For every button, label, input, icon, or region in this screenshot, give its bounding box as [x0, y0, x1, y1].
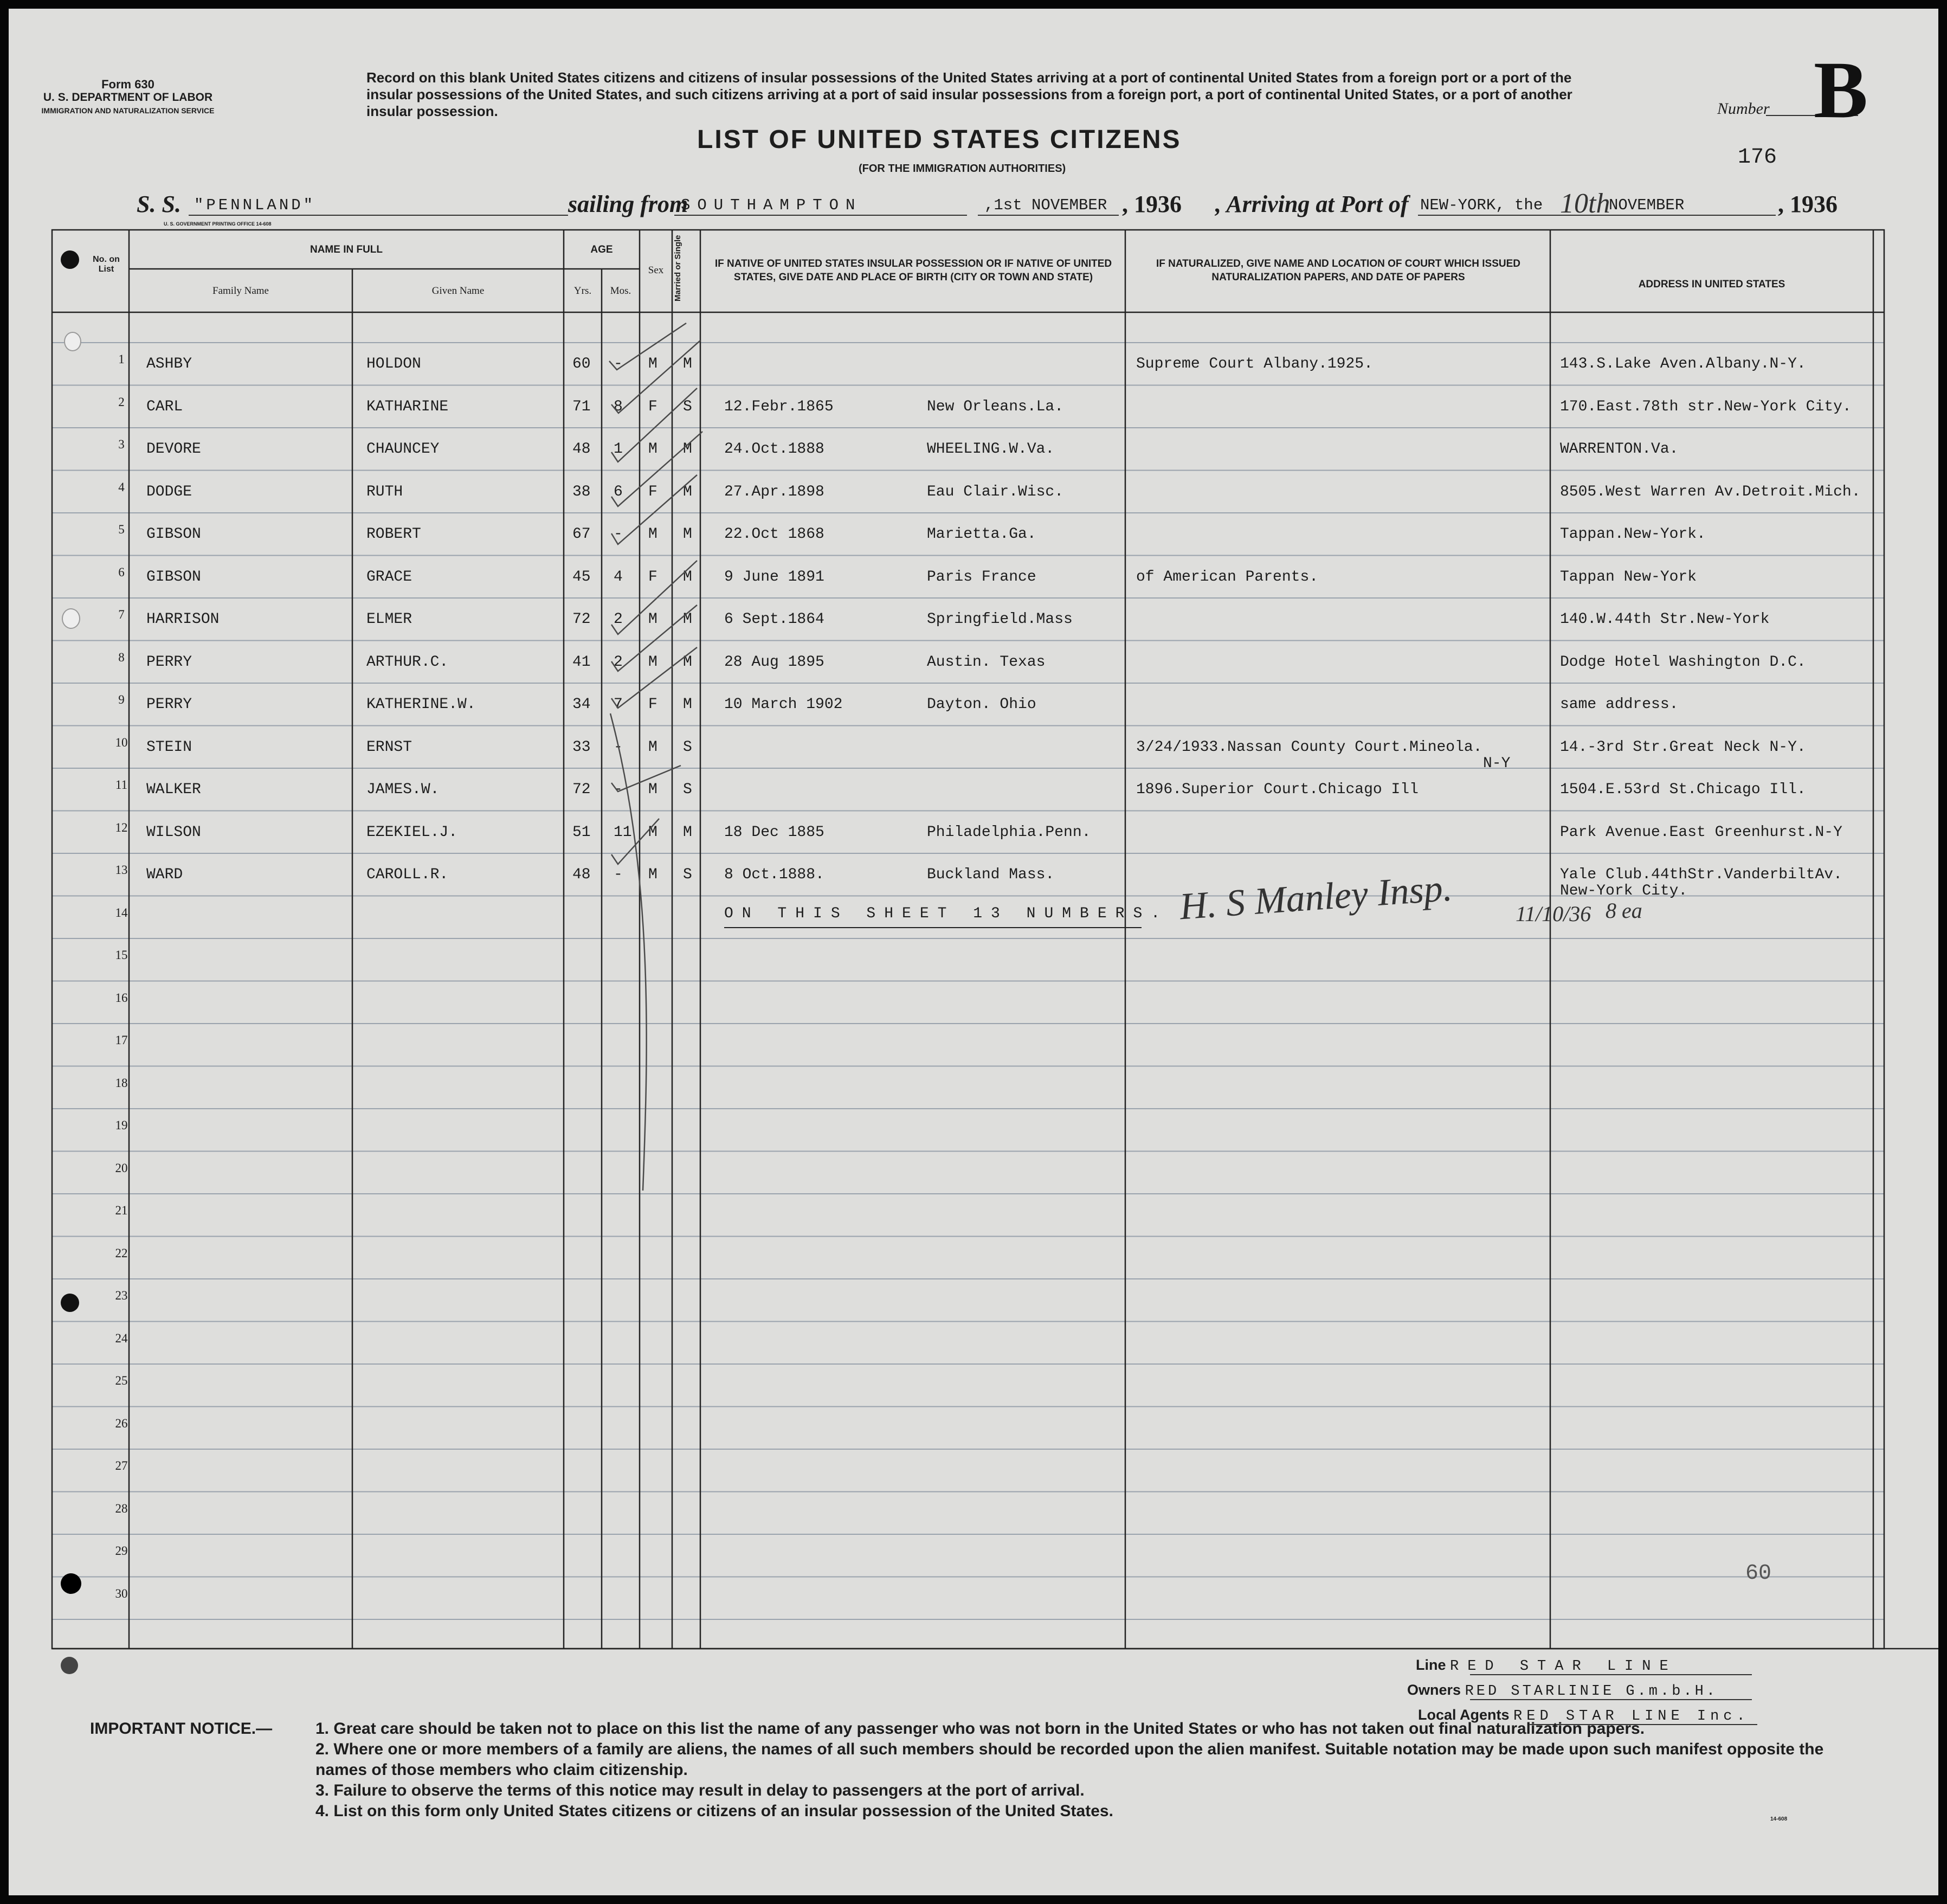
- address: 1504.E.53rd St.Chicago Ill.: [1560, 781, 1806, 798]
- sex: M: [648, 781, 657, 798]
- naturalization: 1896.Superior Court.Chicago Ill: [1136, 781, 1419, 798]
- family-name: DEVORE: [146, 441, 201, 458]
- age-months: 11: [614, 824, 632, 841]
- row-number: 24: [115, 1331, 128, 1345]
- departure-year: , 1936: [1122, 191, 1182, 217]
- line-field: [1416, 1657, 1763, 1675]
- header-married-single: Married or Single: [673, 235, 682, 301]
- family-name: PERRY: [146, 696, 192, 713]
- age-years: 38: [572, 483, 591, 500]
- marital-status: M: [683, 824, 692, 841]
- age-months: -: [614, 866, 623, 883]
- row-number: 15: [115, 948, 128, 962]
- age-years: 60: [572, 356, 591, 372]
- row-number: 8: [118, 650, 125, 664]
- age-months: 8: [614, 398, 623, 415]
- birth-date: 18 Dec 1885: [724, 824, 824, 841]
- signature-mark: 8 ea: [1606, 898, 1642, 923]
- line-label: Line: [1416, 1657, 1446, 1673]
- given-name: HOLDON: [366, 356, 421, 372]
- binder-hole: [61, 1657, 78, 1674]
- birth-place: Austin. Texas: [927, 653, 1046, 671]
- birth-date: 12.Febr.1865: [724, 398, 834, 415]
- sheet-count-underline: [724, 927, 1142, 928]
- arrival-month: NOVEMBER: [1609, 196, 1685, 214]
- given-name: ELMER: [366, 611, 412, 628]
- address: 8505.West Warren Av.Detroit.Mich.: [1560, 483, 1861, 500]
- row-number: 6: [118, 565, 125, 579]
- family-name: STEIN: [146, 738, 192, 756]
- row-number: 4: [118, 480, 125, 494]
- line-value: RED STAR LINE: [1450, 1658, 1677, 1675]
- ss-label: S. S.: [137, 191, 181, 217]
- owners-label: Owners: [1407, 1682, 1461, 1698]
- marital-status: M: [683, 526, 692, 543]
- given-name: ERNST: [366, 738, 412, 756]
- naturalization: Supreme Court Albany.1925.: [1136, 356, 1373, 372]
- family-name: CARL: [146, 398, 183, 415]
- sex: F: [648, 398, 657, 415]
- age-months: 4: [614, 568, 623, 586]
- arrival-year: , 1936: [1778, 191, 1838, 217]
- department: U. S. DEPARTMENT OF LABOR: [43, 91, 213, 104]
- family-name: DODGE: [146, 483, 192, 500]
- sex: F: [648, 696, 657, 713]
- notice-item-3: 3. Failure to observe the terms of this notice may result in delay to passengers at the port of arrival.: [315, 1781, 1085, 1799]
- age-months: 6: [614, 483, 623, 500]
- ship-name: "PENNLAND": [194, 196, 316, 214]
- notice-item-1: 1. Great care should be taken not to place on this list the name of any passenger who was not born in the United States or who has not taken out final naturalization papers.: [315, 1720, 1645, 1738]
- marital-status: S: [683, 781, 692, 798]
- sex: F: [648, 483, 657, 500]
- number-label: Number: [1717, 100, 1770, 118]
- address: Yale Club.44thStr.VanderbiltAv.: [1560, 866, 1842, 883]
- page-count-stamp: 60: [1745, 1561, 1772, 1586]
- row-number: 30: [115, 1586, 128, 1600]
- age-years: 48: [572, 441, 591, 458]
- address: Tappan New-York: [1560, 568, 1697, 586]
- age-months: -: [614, 738, 623, 756]
- given-name: KATHERINE.W.: [366, 696, 476, 713]
- address: Dodge Hotel Washington D.C.: [1560, 653, 1806, 671]
- address: WARRENTON.Va.: [1560, 441, 1679, 458]
- row-number: 3: [118, 438, 125, 451]
- line-underline: [1470, 1674, 1752, 1675]
- age-months: -: [614, 526, 623, 543]
- notice-item-4: 4. List on this form only United States citizens or citizens of an insular possession of the United States.: [315, 1802, 1113, 1820]
- age-years: 72: [572, 781, 591, 798]
- address: same address.: [1560, 696, 1679, 713]
- form-code: 14-608: [1770, 1816, 1788, 1822]
- header-mos: Mos.: [610, 285, 631, 297]
- arrival-port: NEW-YORK, the: [1420, 196, 1543, 214]
- given-name: JAMES.W.: [366, 781, 440, 798]
- sex: M: [648, 824, 657, 841]
- sheet-number: 176: [1738, 145, 1777, 170]
- row-number: 21: [115, 1204, 128, 1217]
- age-months: 2: [614, 653, 623, 671]
- row-number: 1: [118, 352, 125, 366]
- owners-underline: [1470, 1699, 1752, 1700]
- row-number: 26: [115, 1416, 128, 1430]
- form-instructions: Record on this blank United States citizens and citizens of insular possessions of the United States arriving at a port of continental United States from a foreign port or a port of the insular possessions of the United States, and such citizens arriving at a port of said insular possessions from a foreign port, a port of continental United States, or a port of another insular possession.: [366, 69, 1572, 119]
- page-title: LIST OF UNITED STATES CITIZENS: [697, 125, 1182, 154]
- binder-hole: [61, 1294, 79, 1312]
- row-number: 9: [118, 693, 125, 706]
- address: Park Avenue.East Greenhurst.N-Y: [1560, 824, 1842, 841]
- owners-value: RED STARLINIE G.m.b.H.: [1465, 1683, 1718, 1700]
- binder-hole: [61, 250, 79, 269]
- age-months: -: [614, 781, 623, 798]
- sex: M: [648, 738, 657, 756]
- age-months: 2: [614, 611, 623, 628]
- row-number: 12: [115, 820, 128, 834]
- sex: F: [648, 568, 657, 586]
- row-number: 25: [115, 1374, 128, 1387]
- row-number: 29: [115, 1544, 128, 1558]
- form-number: Form 630: [101, 78, 154, 91]
- address-continued: New-York City.: [1560, 883, 1688, 899]
- departure-date: ,1st NOVEMBER: [984, 196, 1107, 214]
- age-months: -: [614, 356, 623, 372]
- naturalization: 3/24/1933.Nassan County Court.Mineola.: [1136, 738, 1482, 756]
- birth-place: Philadelphia.Penn.: [927, 824, 1091, 841]
- header-yrs: Yrs.: [573, 285, 592, 297]
- notice-item-2: 2. Where one or more members of a family are aliens, the names of all such members should be recorded upon the alien manifest. Suitable notation may be made upon such manifest opposite the names of those members who claim citizenship.: [315, 1740, 1824, 1779]
- binder-hole: [64, 332, 81, 351]
- owners-field: [1407, 1682, 1765, 1700]
- row-number: 14: [115, 905, 128, 919]
- service: IMMIGRATION AND NATURALIZATION SERVICE: [41, 106, 215, 115]
- sheet-letter: B: [1814, 45, 1868, 135]
- age-years: 72: [572, 611, 591, 628]
- birth-place: Paris France: [927, 568, 1036, 586]
- birth-date: 9 June 1891: [724, 568, 824, 586]
- header-naturalization: IF NATURALIZED, GIVE NAME AND LOCATION OF COURT WHICH ISSUED NATURALIZATION PAPERS, AND DATE OF PAPERS: [1156, 258, 1520, 283]
- age-years: 67: [572, 526, 591, 543]
- header-no-on-list: No. on List: [93, 255, 120, 274]
- given-name: CAROLL.R.: [366, 866, 449, 883]
- given-name: GRACE: [366, 568, 412, 586]
- address: 170.East.78th str.New-York City.: [1560, 398, 1852, 415]
- row-number: 20: [115, 1161, 128, 1175]
- marital-status: M: [683, 441, 692, 458]
- departure-port: SOUTHAMPTON: [681, 196, 862, 214]
- row-number: 11: [115, 778, 128, 792]
- row-number: 5: [118, 523, 125, 536]
- age-years: 41: [572, 653, 591, 671]
- manifest-sheet: [9, 9, 1938, 1895]
- sex: M: [648, 611, 657, 628]
- birth-place: Dayton. Ohio: [927, 696, 1036, 713]
- family-name: GIBSON: [146, 526, 201, 543]
- address: 140.W.44th Str.New-York: [1560, 611, 1770, 628]
- age-years: 45: [572, 568, 591, 586]
- signature-date: 11/10/36: [1516, 902, 1591, 926]
- birth-date: 8 Oct.1888.: [724, 866, 824, 883]
- birth-date: 22.Oct 1868: [724, 526, 824, 543]
- header-address: ADDRESS IN UNITED STATES: [1638, 279, 1785, 290]
- given-name: RUTH: [366, 483, 403, 500]
- marital-status: S: [683, 738, 692, 756]
- given-name: ROBERT: [366, 526, 421, 543]
- header-given-name: Given Name: [431, 285, 485, 297]
- birth-place: WHEELING.W.Va.: [927, 441, 1055, 458]
- family-name: PERRY: [146, 653, 192, 671]
- row-number: 22: [115, 1246, 128, 1260]
- age-months: 1: [614, 441, 623, 458]
- notice-heading: IMPORTANT NOTICE.—: [90, 1720, 273, 1738]
- age-years: 71: [572, 398, 591, 415]
- sailing-from-label: sailing from: [568, 191, 688, 217]
- row-number: 27: [115, 1459, 128, 1472]
- marital-status: S: [683, 866, 692, 883]
- birth-place: Eau Clair.Wisc.: [927, 483, 1064, 500]
- sex: M: [648, 653, 657, 671]
- naturalization: of American Parents.: [1136, 568, 1319, 586]
- age-months: 7: [614, 696, 623, 713]
- agents-value: RED STAR LINE Inc.: [1513, 1708, 1750, 1725]
- age-years: 48: [572, 866, 591, 883]
- marital-status: M: [683, 653, 692, 671]
- age-years: 34: [572, 696, 591, 713]
- address: 14.-3rd Str.Great Neck N-Y.: [1560, 738, 1806, 756]
- row-number: 16: [115, 990, 128, 1005]
- binder-hole: [62, 608, 80, 629]
- birth-date: 10 March 1902: [724, 696, 843, 713]
- marital-status: M: [683, 356, 692, 372]
- inspector-signature: H. S Manley Insp.: [1178, 867, 1454, 928]
- family-name: GIBSON: [146, 568, 201, 586]
- binder-hole: [61, 1573, 81, 1594]
- sex: M: [648, 356, 657, 372]
- birth-place: Marietta.Ga.: [927, 526, 1036, 543]
- given-name: CHAUNCEY: [366, 441, 440, 458]
- page-subtitle: (FOR THE IMMIGRATION AUTHORITIES): [859, 163, 1066, 175]
- arriving-label: , Arriving at Port of: [1215, 191, 1409, 217]
- header-name-in-full: NAME IN FULL: [310, 244, 383, 255]
- family-name: WALKER: [146, 781, 201, 798]
- header-age: AGE: [590, 244, 613, 255]
- row-number: 13: [115, 863, 128, 877]
- birth-date: 27.Apr.1898: [724, 483, 824, 500]
- marital-status: M: [683, 611, 692, 628]
- row-number: 18: [115, 1076, 128, 1090]
- marital-status: M: [683, 483, 692, 500]
- age-years: 33: [572, 738, 591, 756]
- agents-label: Local Agents: [1418, 1707, 1510, 1723]
- row-number: 17: [115, 1033, 128, 1047]
- birth-date: 6 Sept.1864: [724, 611, 824, 628]
- row-number: 28: [115, 1501, 128, 1515]
- given-name: KATHARINE: [366, 398, 449, 415]
- header-family-name: Family Name: [212, 285, 269, 297]
- row-number: 23: [115, 1289, 128, 1302]
- marital-status: M: [683, 568, 692, 586]
- sheet-count-label: ON THIS SHEET 13 NUMBERS.: [724, 905, 1169, 922]
- header-sex: Sex: [648, 265, 664, 276]
- birth-date: 28 Aug 1895: [724, 653, 824, 671]
- row-number: 19: [115, 1118, 128, 1132]
- family-name: ASHBY: [146, 356, 192, 372]
- birth-date: 24.Oct.1888: [724, 441, 824, 458]
- address: 143.S.Lake Aven.Albany.N-Y.: [1560, 356, 1806, 372]
- birth-place: Springfield.Mass: [927, 611, 1073, 628]
- sex: M: [648, 526, 657, 543]
- family-name: WILSON: [146, 824, 201, 841]
- birth-place: New Orleans.La.: [927, 398, 1064, 415]
- naturalization-continued: N-Y: [1483, 755, 1511, 772]
- printing-office-imprint: U. S. GOVERNMENT PRINTING OFFICE 14-608: [164, 221, 272, 227]
- header-birth-info: IF NATIVE OF UNITED STATES INSULAR POSSESSION OR IF NATIVE OF UNITED STATES, GIVE DATE AND PLACE OF BIRTH (CITY OR TOWN AND STATE): [714, 258, 1112, 283]
- given-name: ARTHUR.C.: [366, 653, 449, 671]
- family-name: HARRISON: [146, 611, 220, 628]
- family-name: WARD: [146, 866, 183, 883]
- sex: M: [648, 441, 657, 458]
- row-number: 10: [115, 735, 128, 749]
- marital-status: M: [683, 696, 692, 713]
- row-number: 7: [118, 608, 125, 621]
- age-years: 51: [572, 824, 591, 841]
- address: Tappan.New-York.: [1560, 526, 1706, 543]
- check-marks: [9, 9, 1938, 1895]
- row-number: 2: [118, 395, 125, 409]
- birth-place: Buckland Mass.: [927, 866, 1055, 883]
- sex: M: [648, 866, 657, 883]
- marital-status: S: [683, 398, 692, 415]
- given-name: EZEKIEL.J.: [366, 824, 458, 841]
- arrival-day: 10th: [1560, 188, 1610, 219]
